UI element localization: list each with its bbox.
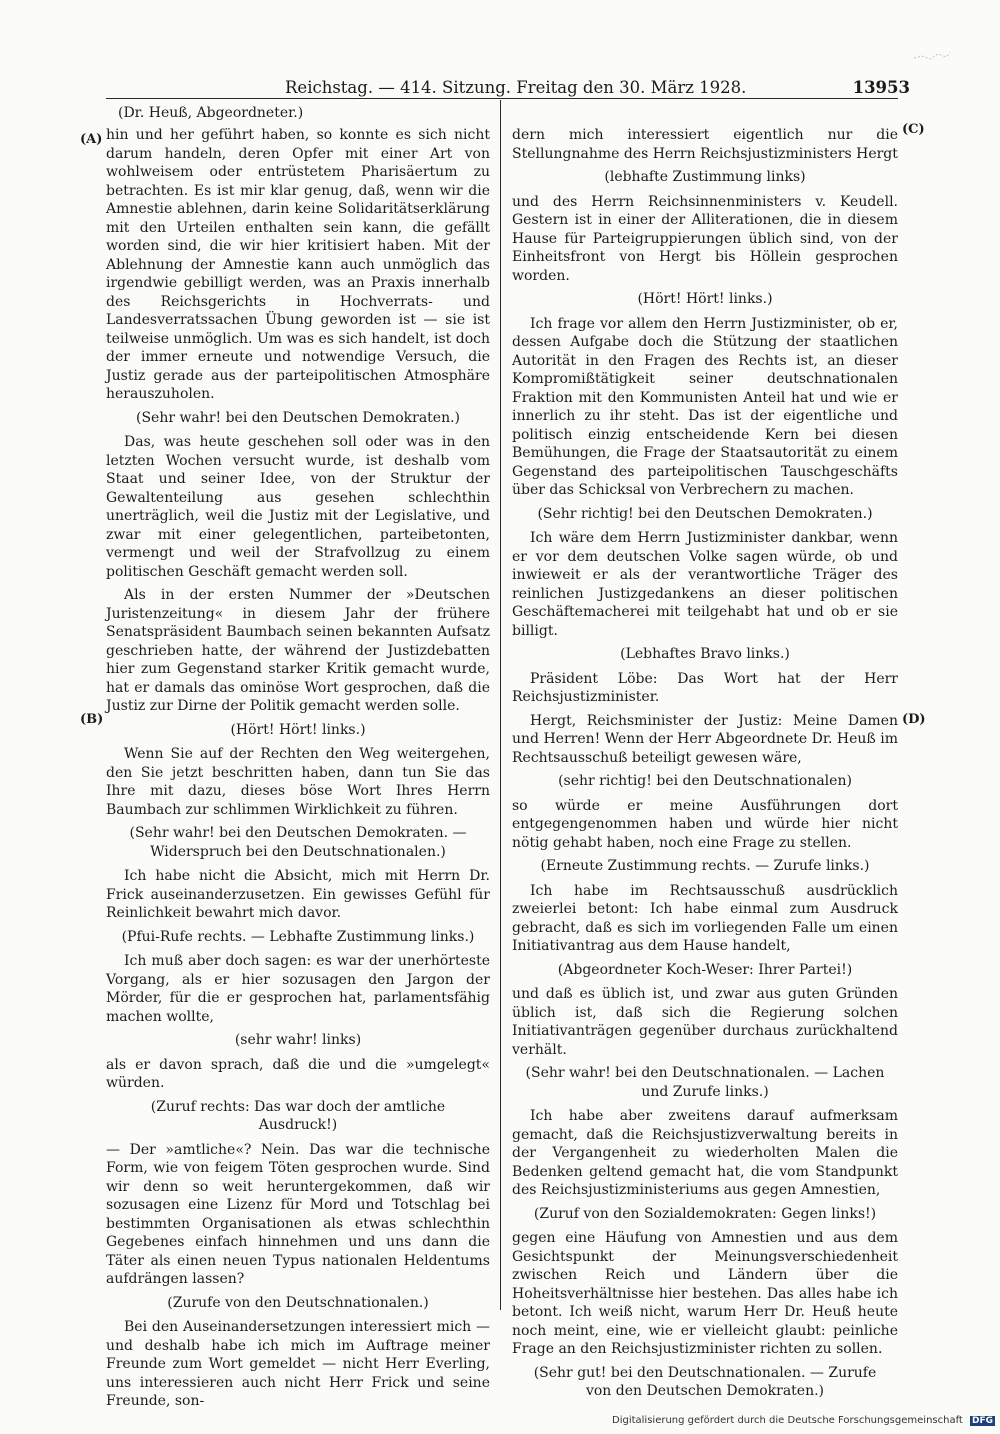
interjection: (Abgeordneter Koch-Weser: Ihrer Partei!) <box>557 961 853 978</box>
paragraph: Hergt, Reichsminister der Justiz: Meine Damen und Herren! Wenn der Herr Abgeordnete Dr. Heuß im Rechtsausschuß beteiligt gewesen wäre, <box>512 712 898 766</box>
interjection: (Hört! Hört! links.) <box>230 721 366 738</box>
interjection: (Sehr richtig! bei den Deutschen Demokraten.) <box>537 505 873 522</box>
paragraph: — Der »amtliche«? Nein. Das war die technische Form, wie von feigem Töten gesprochen wurde. Sind wir denn so weit heruntergekommen, daß wir sozusagen eine Lizenz für Mord und Totschlag bei bestimmten Organisationen als etwas schlechthin Gegebenes einfach hinnehmen und uns dann die Täter als einen neuen Typus nationalen Heldentums aufdrängen lassen? <box>106 1141 490 1287</box>
speaker-tag: (Dr. Heuß, Abgeordneter.) <box>118 105 304 121</box>
scan-smudge <box>912 50 952 62</box>
interjection: (sehr wahr! links) <box>234 1032 362 1048</box>
paragraph: Ich frage vor allem den Herrn Justizminister, ob er, dessen Aufgabe doch die Stützung der staatlichen Autorität in den Fragen des Rechts ist, an dieser Kompromißtätigkeit seiner deutschnationalen Fraktion mit den Kommunisten Anteil hat und wie er innerlich zu ihr steht. Das ist der eigentliche und politisch einzig entscheidende Kern bei diesen Bemühungen, die Frage der Staatsautorität zu einem Gegenstand des parteipolitischen Tauschgeschäfts über das Schicksal von Verbrechern zu machen. <box>512 315 898 498</box>
paragraph: Als in der ersten Nummer der »Deutschen Juristenzeitung« in diesem Jahr der frühere Senatspräsident Baumbach seinen bekannten Aufsatz geschrieben hatte, der während der Justizdebatten hier zum Gegenstand starker Kritik gemacht wurde, hat er damals das ominöse Wort gesprochen, daß die Justiz zur Dirne der Politik gemacht werden solle. <box>106 587 490 714</box>
interjection: (Zuruf von den Sozialdemokraten: Gegen links!) <box>533 1205 877 1222</box>
interjection: (Zuruf rechts: Das war doch der amtliche Ausdruck!) <box>150 1098 446 1133</box>
interjection: (Zurufe von den Deutschnationalen.) <box>167 1294 429 1311</box>
paragraph: Ich habe im Rechtsausschuß ausdrücklich zweierlei betont: Ich habe einmal zum Ausdruck gebracht, daß es sich im vorliegenden Falle um einen Initiativantrag aus dem Hause handelt, <box>512 882 898 954</box>
interjection: (sehr richtig! bei den Deutschnationalen) <box>558 773 852 789</box>
interjection: (Sehr gut! bei den Deutschnationalen. — Zurufe von den Deutschen Demokraten.) <box>533 1364 877 1399</box>
margin-marker-d: (D) <box>902 712 926 727</box>
paragraph: Das, was heute geschehen soll oder was in den letzten Wochen versucht wurde, ist deshalb vom Staat und seiner Idee, von der Struktur der Gewaltenteilung aus gesehen schlechthin unerträglich, weil die Justiz mit der Legislative, und zwar mit einer gelegentlichen, parteibetonten, vermengt und weil der Strafvollzug zu einem politischen Geschäft gemacht werden soll. <box>106 434 490 580</box>
column-divider <box>500 100 501 1310</box>
page-number: 13953 <box>852 78 910 97</box>
margin-marker-b: (B) <box>80 712 104 727</box>
interjection: (lebhafte Zustimmung links) <box>604 169 806 185</box>
margin-marker-c: (C) <box>902 122 925 137</box>
paragraph: Wenn Sie auf der Rechten den Weg weitergehen, den Sie jetzt beschritten haben, dann tun Sie das Ihre mit dazu, dieses böse Wort Ihres Herrn Baumbach zur schlimmen Wirklichkeit zu führen. <box>106 746 490 818</box>
footer-text: Digitalisierung gefördert durch die Deutsche Forschungsgemeinschaft <box>612 1415 963 1426</box>
interjection: (Sehr wahr! bei den Deutschen Demokraten. — Widerspruch bei den Deutschnationalen.) <box>129 825 467 860</box>
margin-marker-a: (A) <box>80 132 103 147</box>
interjection: (Hört! Hört! links.) <box>637 291 773 307</box>
paragraph: Präsident Löbe: Das Wort hat der Herr Reichsjustizminister. <box>512 670 898 705</box>
paragraph: Ich habe nicht die Absicht, mich mit Herrn Dr. Frick auseinanderzusetzen. Ein gewisses Gefühl für Reinlichkeit bewahrt mich davor. <box>106 868 490 921</box>
right-column <box>512 126 898 1407</box>
paragraph: gegen eine Häufung von Amnestien und aus dem Gesichtspunkt der Meinungsverschiedenheit zwischen Reich und Ländern über die Hoheitsverhältnisse hier bestehen. Das alles habe ich betont. Ich weiß nicht, warum Herr Dr. Heuß heute noch meint, eine, wie er vielleicht glaubt: peinliche Frage an den Reichsjustizminister richten zu sollen. <box>512 1230 898 1357</box>
paragraph: Ich wäre dem Herrn Justizminister dankbar, wenn er vor dem deutschen Volke sagen würde, ob und inwieweit er als der verantwortliche Träger des reinlichen Justizgedankens an dieser politischen Geschäftemacherei mit teilgehabt hat und ob er sie billigt. <box>512 530 898 639</box>
paragraph: so würde er meine Ausführungen dort entgegengenommen haben und würde hier nicht nötig gehabt haben, noch eine Frage zu stellen. <box>512 797 898 851</box>
paragraph: dern mich interessiert eigentlich nur die Stellungnahme des Herrn Reichsjustizministers Hergt <box>512 127 898 162</box>
funding-footer <box>612 1415 995 1426</box>
paragraph: und daß es üblich ist, und zwar aus guten Gründen üblich ist, daß sich die Regierung solchen Initiativanträgen gegenüber durchaus zurückhaltend verhält. <box>512 986 898 1058</box>
interjection: (Sehr wahr! bei den Deutschnationalen. — Lachen und Zurufe links.) <box>525 1065 885 1100</box>
paragraph: als er davon sprach, daß die und die »umgelegt« würden. <box>106 1056 490 1091</box>
paragraph: Ich habe aber zweitens darauf aufmerksam gemacht, daß die Reichsjustizverwaltung bereits in der Vergangenheit zu wiederholten Malen die Bedenken geltend gemacht hat, die vom Standpunkt des Reichsjustizministeriums aus gegen Amnestien, <box>512 1108 898 1198</box>
page-title: Reichstag. — 414. Sitzung. Freitag den 30. März 1928. <box>285 78 747 97</box>
interjection: (Sehr wahr! bei den Deutschen Demokraten.) <box>135 409 461 426</box>
interjection: (Erneute Zustimmung rechts. — Zurufe links.) <box>540 858 870 874</box>
interjection: (Lebhaftes Bravo links.) <box>620 646 790 662</box>
paragraph: Bei den Auseinandersetzungen interessiert mich — und deshalb habe ich mich im Auftrage meiner Freunde zum Wort gemeldet — nicht Herr Everling, uns interessieren auch nicht Herr Frick und seine Freunde, son- <box>106 1319 490 1409</box>
paragraph: hin und her geführt haben, so konnte es sich nicht darum handeln, deren Opfer mit einer Art von wohlweisem oder entrüstetem Pharisäertum zu betrachten. Es ist mir klar genug, daß, wenn wir die Amnestie ablehnen, darin keine Solidaritätserklärung mit den Urteilen enthalten sein kann, die gefällt worden sind, die wir hier kritisiert haben. Mit der Ablehnung der Amnestie kann auch unmöglich das irgendwie gebilligt werden, was an Praxis innerhalb des Reichsgerichts in Hochverrats- und Landesverratssachen Übung geworden ist — sie ist teilweise unmöglich. Um was es sich handelt, ist doch der immer erneute und notwendige Versuch, die Justiz gerade aus der parteipolitischen Atmosphäre herauszuholen. <box>106 127 490 402</box>
paragraph: Ich muß aber doch sagen: es war der unerhörteste Vorgang, als er hier sozusagen den Jargon der Mörder, für die er gesprochen hat, parlamentsfähig machen wollte, <box>106 953 490 1025</box>
dfg-logo: DFG <box>972 1416 994 1426</box>
paragraph: und des Herrn Reichsinnenministers v. Keudell. Gestern ist in einer der Alliterationen, die in diesem Hause für Parteigruppierungen üblich sind, von der Einheitsfront von Hergt bis Höllein gesprochen worden. <box>512 193 898 284</box>
interjection: (Pfui-Rufe rechts. — Lebhafte Zustimmung links.) <box>121 928 475 945</box>
header-rule <box>106 98 898 99</box>
left-column <box>106 126 490 1416</box>
